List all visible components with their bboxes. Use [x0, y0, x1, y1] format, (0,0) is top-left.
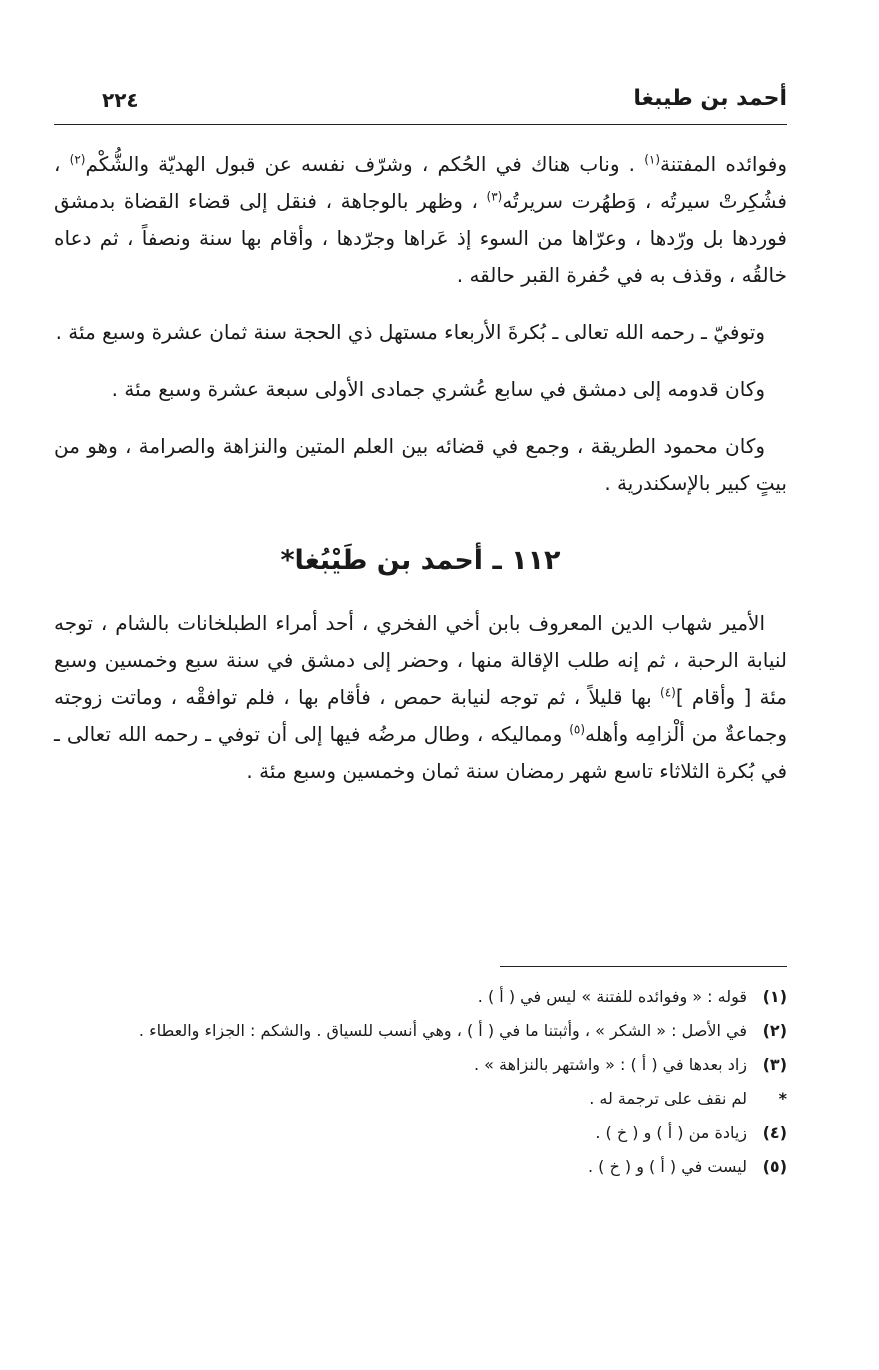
- footnote-5: (٥) ليست في ( أ ) و ( خ ) .: [588, 1157, 787, 1176]
- footnotes: [54, 980, 787, 1184]
- footnote-ref-1: (١): [644, 152, 661, 167]
- footnote-2: (٢) في الأصل : « الشكر » ، وأثبتنا ما في ( أ ) ، وهي أنسب للسياق . والشكم : الجزاء والعطاء .: [138, 1021, 787, 1040]
- header-rule: [54, 124, 787, 125]
- entry-heading: ١١٢ ـ أحمد بن طَيْبُغا*: [280, 545, 561, 576]
- paragraph-4: وكان محمود الطريقة ، وجمع في قضائه بين العلم المتين والنزاهة والصرامة ، وهو من بيتٍ كبير بالإسكندرية .: [54, 434, 787, 495]
- footnote-star: * لم نقف على ترجمة له .: [589, 1089, 787, 1108]
- page-number: ٢٢٤: [102, 88, 139, 112]
- footnote-ref-4: (٤): [660, 685, 676, 700]
- paragraph-5: الأمير شهاب الدين المعروف بابن أخي الفخري ، أحد أمراء الطبلخانات بالشام ، توجه لنيابة الرحبة ، ثم إنه طلب الإقالة منها ، وحضر إلى دمشق في سنة سبع وخمسين وسبع مئة [ وأقام ]$^{(٤)}$ بها قليلاً ، ثم توجه لنيابة حمص ، فأقام بها ، فلم توافقْه ، وماتت زوجته وجماعةٌ من ألْزامِه وأهله$^{(٥)}$ ومماليكه ، وطال مرضُه فيها إلى أن توفي ـ رحمه الله تعالى ـ في بُكرة الثلاثاء تاسع شهر رمضان سنة ثمان وخمسين وسبع مئة .: [54, 611, 787, 783]
- footnote-ref-5: (٥): [569, 722, 586, 737]
- footnote-3: (٣) زاد بعدها في ( أ ) : « واشتهر بالنزاهة » .: [473, 1055, 787, 1074]
- footnote-rule: [500, 966, 787, 967]
- footnote-4: (٤) زيادة من ( أ ) و ( خ ) .: [595, 1123, 787, 1142]
- paragraph-2: وتوفيّ ـ رحمه الله تعالى ـ بُكرةَ الأربعاء مستهل ذي الحجة سنة ثمان عشرة وسبع مئة .: [55, 320, 765, 344]
- footnote-ref-2: (٢): [69, 152, 86, 167]
- paragraph-1: وفوائده المفتنة$^{(١)}$ . وناب هناك في الحُكم ، وشرّف نفسه عن قبول الهديّة والشُّكْم$^{(٢)}$ ، فشُكِرتْ سيرتُه ، وَطهُرت سريرتُه$^{(٣)}$ ، وظهر بالوجاهة ، فنقل إلى قضاء القضاة بدمشق فوردها بل ورّدها ، وعرّاها من السوء إذ عَراها وجرّدها ، وأقام بها سنة ونصفاً ، ثم دعاه خالقُه ، وقذف به في حُفرة القبر حالقه .: [54, 152, 788, 287]
- footnote-ref-3: (٣): [486, 189, 503, 204]
- footnote-1: (١) قوله : « وفوائده للفتنة » ليس في ( أ ) .: [477, 987, 787, 1006]
- running-title: أحمد بن طيبغا: [633, 86, 787, 111]
- paragraph-3: وكان قدومه إلى دمشق في سابع عُشري جمادى الأولى سبعة عشرة وسبع مئة .: [111, 377, 765, 401]
- page-header: [54, 86, 787, 120]
- main-text: [54, 146, 787, 810]
